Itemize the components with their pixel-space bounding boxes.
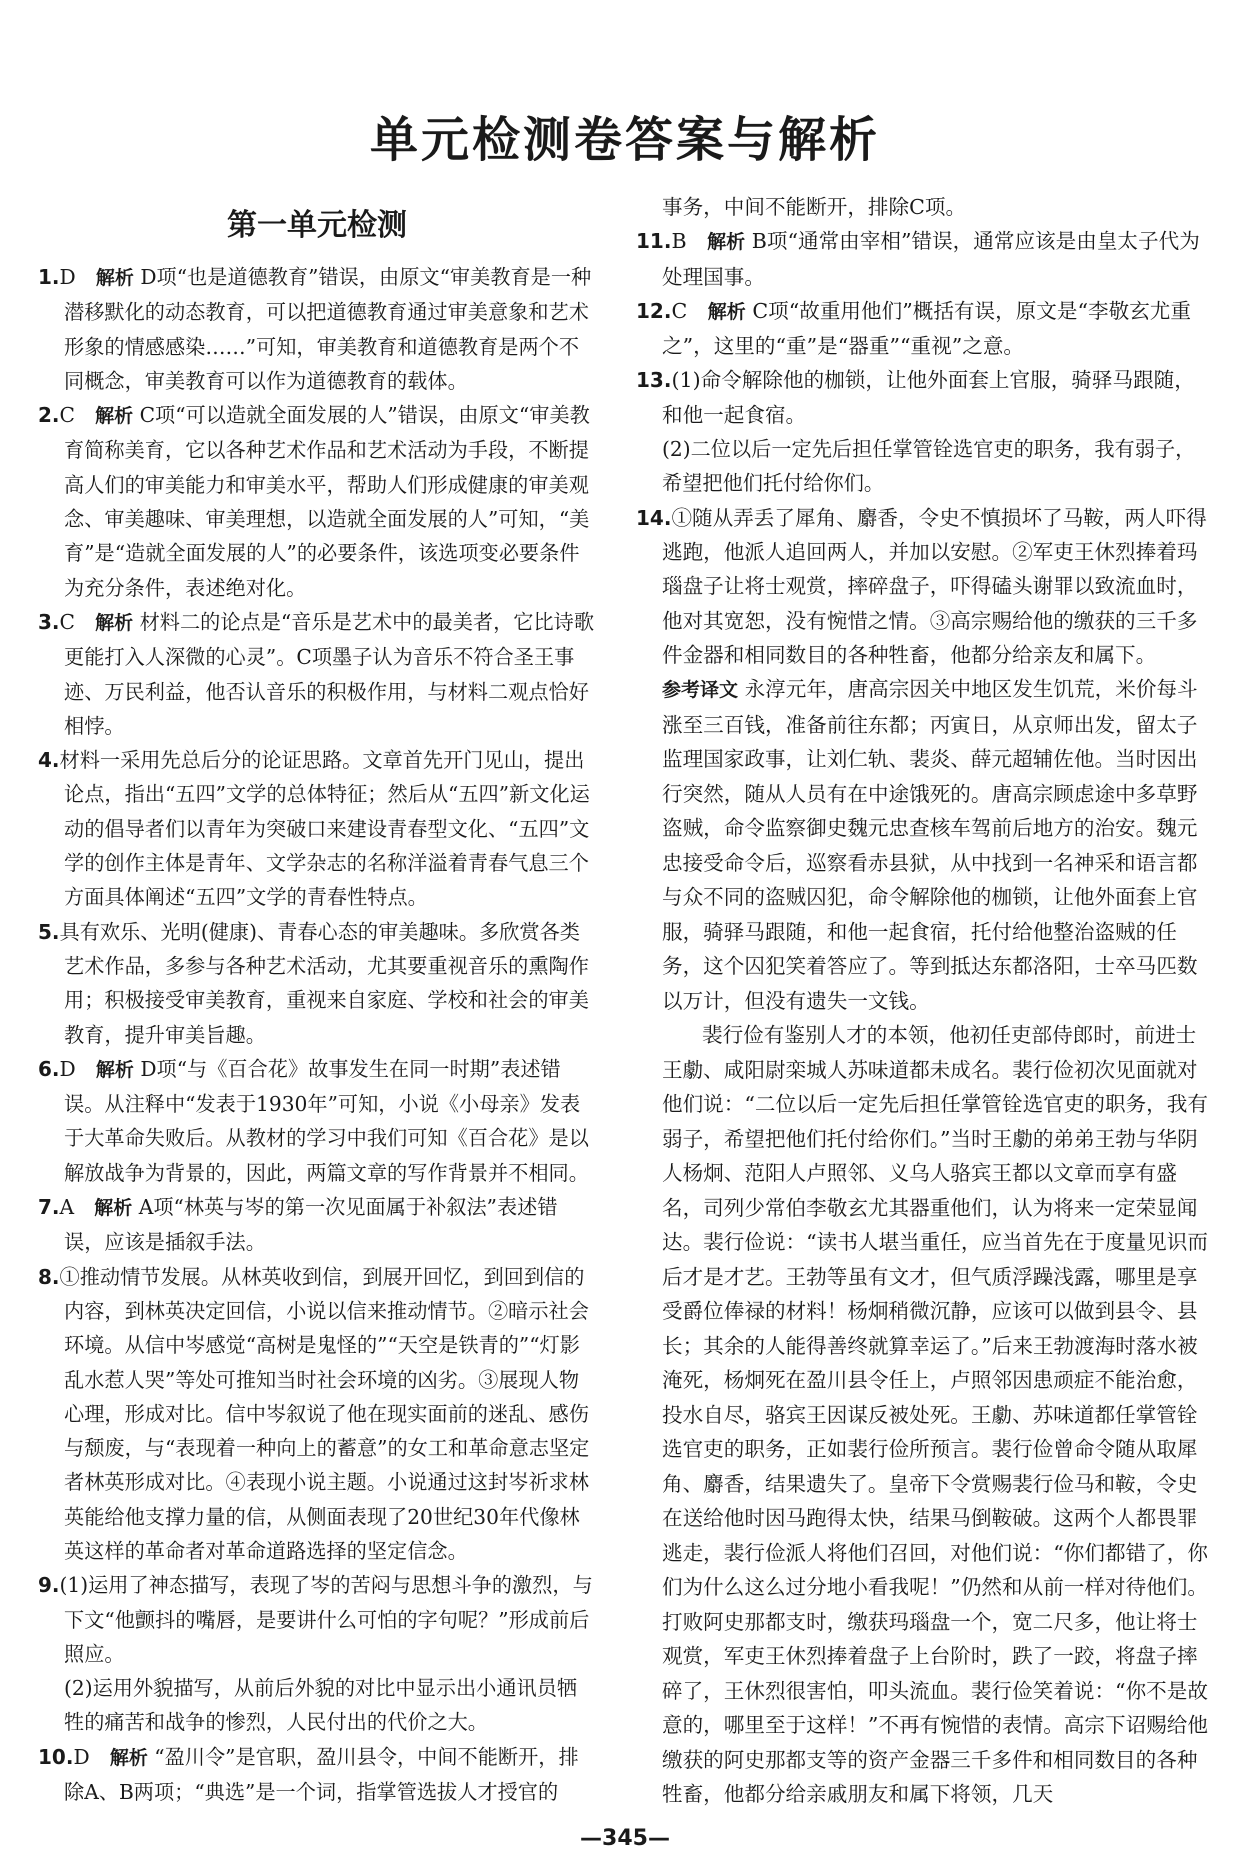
analysis-label: 解析	[95, 267, 134, 289]
page-title: 单元检测卷答案与解析	[369, 112, 880, 168]
answer-number: 13.	[636, 368, 672, 393]
answer-text: C项“可以造就全面发展的人”错误，由原文“审美教育简称美育，它以各种艺术作品和艺术活动为手段，不断提高人们的审美能力和审美水平，帮助人们形成健康的审美观念、审美趣味、审美理想，以造就全面发展的人”可知，“美育”是“造就全面发展的人”的必要条件，该选项变必要条件为充分条件，表述绝对化。	[64, 403, 590, 600]
left-column	[38, 198, 596, 1809]
answer-text: (2)二位以后一定先后担任掌管铨选官吏的职务，我有弱子，希望把他们托付给你们。	[662, 437, 1196, 496]
answer-number: 10.	[38, 1744, 74, 1769]
answer-number: 14.	[636, 505, 672, 530]
answer-choice: C	[59, 609, 75, 634]
section-heading: 第一单元检测	[227, 208, 407, 243]
answer-item	[38, 1190, 596, 1260]
answer-number: 1.	[38, 265, 60, 289]
answer-text: ①随从弄丢了犀角、麝香，令史不慎损坏了马鞍，两人吓得逃跑，他派人追回两人，并加以安慰。②军吏王休烈捧着玛瑙盘子让将士观赏，摔碎盘子，吓得磕头谢罪以致流血时，他对其宽恕，没有惋惜之情。③高宗赐给他的缴获的三千多件金器和相同数目的各种牲畜，他都分给亲友和属下。	[662, 505, 1207, 667]
answer-item	[38, 398, 596, 605]
answer-text: C项“故重用他们”概括有误，原文是“李敬玄尤重之”，这里的“重”是“器重”“重视”之意。	[662, 298, 1191, 359]
answer-item	[38, 1671, 596, 1740]
answer-number: 5.	[38, 919, 60, 944]
answer-number: 2.	[38, 403, 60, 428]
answer-item	[38, 1260, 596, 1569]
answer-number: 11.	[636, 229, 672, 254]
continuation-text: 事务，中间不能断开，排除C项。	[662, 195, 967, 219]
analysis-label: 解析	[109, 1746, 148, 1769]
answer-choice: D	[59, 1056, 76, 1081]
answer-text: 具有欢乐、光明(健康)、青春心态的审美趣味。多欣赏各类艺术作品，多参与各种艺术活动，尤其要重视音乐的熏陶作用；积极接受审美教育，重视来自家庭、学校和社会的审美教育，提升审美旨趣。	[59, 919, 589, 1047]
answer-item	[38, 1740, 596, 1810]
answer-text: (1)运用了神态描写，表现了岑的苦闷与思想斗争的激烈，与下文“他颤抖的嘴唇，是要讲什么可怕的字句呢？”形成前后照应。	[59, 1573, 593, 1666]
analysis-label: 解析	[95, 1058, 134, 1081]
answer-number: 8.	[38, 1264, 60, 1289]
answer-item	[38, 1568, 596, 1671]
answer-choice: D	[73, 1744, 90, 1769]
analysis-label: 解析	[707, 300, 746, 323]
answer-number: 12.	[636, 298, 672, 323]
answer-text: “盈川令”是官职，盈川县令，中间不能断开，排除A、B两项；“典选”是一个词，指掌管选拔人才授官的	[64, 1744, 579, 1805]
answer-item	[636, 294, 1214, 364]
analysis-label: 解析	[95, 611, 134, 634]
answer-choice: D	[59, 265, 76, 289]
answer-text: ①推动情节发展。从林英收到信，到展开回忆，到回到信的内容，到林英决定回信，小说以信来推动情节。②暗示社会环境。从信中岑感觉“高树是鬼怪的”“天空是铁青的”“灯影乱水惹人哭”等处可推知当时社会环境的凶劣。③展现人物心理，形成对比。信中岑叙说了他在现实面前的迷乱、感伤与颓废，与“表现着一种向上的蓄意”的女工和革命意志坚定者林英形成对比。④表现小说主题。小说通过这封岑祈求林英能给他支撑力量的信，从侧面表现了20世纪30年代像林英这样的革命者对革命道路选择的坚定信念。	[59, 1264, 590, 1563]
page-number: —345—	[580, 1826, 670, 1851]
answer-item	[636, 501, 1214, 672]
translation-label: 参考译文	[662, 679, 739, 702]
answer-item	[38, 605, 596, 743]
translation-text-1: 永淳元年，唐高宗因关中地区发生饥荒，米价每斗涨至三百钱，准备前往东都；丙寅日，从京师出发，留太子监理国家政事，让刘仁轨、裴炎、薛元超辅佐他。当时因出行突然，随从人员有在中途饿死的。唐高宗顾虑途中多草野盗贼，命令监察御史魏元忠查核车驾前后地方的治安。魏元忠接受命令后，巡察看赤县狱，从中找到一名神采和语言都与众不同的盗贼囚犯，命令解除他的枷锁，让他外面套上官服，骑驿马跟随，和他一起食宿，托付给他整治盗贼的任务，这个囚犯笑着答应了。等到抵达东都洛阳，士卒马匹数以万计，但没有遗失一文钱。	[662, 677, 1198, 1013]
answer-item	[38, 1052, 596, 1190]
answer-item	[38, 915, 596, 1052]
answer-item	[636, 432, 1214, 501]
answer-item	[636, 363, 1214, 432]
answer-number: 4.	[38, 748, 60, 773]
translation-paragraph-1	[636, 672, 1214, 1018]
answer-choice: C	[59, 403, 75, 428]
left-answer-list	[38, 260, 596, 1809]
answer-text: D项“也是道德教育”错误，由原文“审美教育是一种潜移默化的动态教育，可以把道德教育通过审美意象和艺术形象的情感感染……”可知，审美教育和道德教育是两个不同概念，审美教育可以作为道德教育的载体。	[64, 265, 592, 393]
translation-paragraph-2: 裴行俭有鉴别人才的本领，他初任吏部侍郎时，前进士王勮、咸阳尉栾城人苏味道都未成名。裴行俭初次见面就对他们说：“二位以后一定先后担任掌管铨选官吏的职务，我有弱子，希望把他们托付给你们。”当时王勮的弟弟王勃与华阴人杨炯、范阳人卢照邻、义乌人骆宾王都以文章而享有盛名，司列少常伯李敬玄尤其器重他们，认为将来一定荣显闻达。裴行俭说：“读书人堪当重任，应当首先在于度量见识而后才是才艺。王勃等虽有文才，但气质浮躁浅露，哪里是享受爵位俸禄的材料！杨炯稍微沉静，应该可以做到县令、县长；其余的人能得善终就算幸运了。”后来王勃渡海时落水被淹死，杨炯死在盈川县令任上，卢照邻因患顽症不能治愈，投水自尽，骆宾王因谋反被处死。王勮、苏味道都任掌管铨选官吏的职务，正如裴行俭所预言。裴行俭曾命令随从取犀角、麝香，结果遗失了。皇帝下令赏赐裴行俭马和鞍，令史在送给他时因马跑得太快，结果马倒鞍破。这两个人都畏罪逃走，裴行俭派人将他们召回，对他们说：“你们都错了，你们为什么这么过分地小看我呢！”仍然和从前一样对待他们。打败阿史那都支时，缴获玛瑙盘一个，宽二尺多，他让将士观赏，军吏王休烈捧着盘子上台阶时，跌了一跤，将盘子摔碎了，王休烈很害怕，叩头流血。裴行俭笑着说：“你不是故意的，哪里至于这样！”不再有惋惜的表情。高宗下诏赐给他缴获的阿史那都支等的资产金器三千多件和相同数目的各种牲畜，他都分给亲戚朋友和属下将领，几天	[662, 1023, 1208, 1807]
answer-text: (1)命令解除他的枷锁，让他外面套上官服，骑驿马跟随，和他一起食宿。	[662, 368, 1195, 427]
answer-number: 6.	[38, 1056, 60, 1081]
answer-item	[38, 743, 596, 914]
answer-item	[38, 260, 596, 398]
answer-text: A项“林英与岑的第一次见面属于补叙法”表述错误，应该是插叙手法。	[64, 1195, 558, 1255]
answer-item	[636, 224, 1214, 294]
answer-text: 材料二的论点是“音乐是艺术中的最美者，它比诗歌更能打入人深微的心灵”。C项墨子认为音乐不符合圣王事迹、万民利益，他否认音乐的积极作用，与材料二观点恰好相悖。	[64, 609, 595, 738]
answer-number: 3.	[38, 609, 60, 634]
right-answer-list	[636, 224, 1214, 672]
answer-number: 9.	[38, 1573, 60, 1598]
analysis-label: 解析	[95, 405, 134, 428]
answer-text: 材料一采用先总后分的论证思路。文章首先开门见山，提出论点，指出“五四”文学的总体特征；然后从“五四”新文化运动的倡导者们以青年为突破口来建设青春型文化、“五四”文学的创作主体是青年、文学杂志的名称洋溢着青春气息三个方面具体阐述“五四”文学的青春性特点。	[59, 748, 590, 910]
right-column	[636, 190, 1214, 1812]
answer-choice: B	[671, 229, 687, 254]
answer-text: D项“与《百合花》故事发生在同一时期”表述错误。从注释中“发表于1930年”可知，小说《小母亲》发表于大革命失败后。从教材的学习中我们可知《百合花》是以解放战争为背景的，因此，两篇文章的写作背景并不相同。	[64, 1056, 589, 1185]
answer-choice: C	[671, 298, 688, 323]
answer-choice: A	[59, 1195, 75, 1220]
analysis-label: 解析	[94, 1197, 133, 1220]
answer-text: B项“通常由宰相”错误，通常应该是由皇太子代为处理国事。	[662, 229, 1200, 289]
answer-number: 7.	[38, 1195, 60, 1220]
analysis-label: 解析	[707, 231, 746, 254]
answer-text: (2)运用外貌描写，从前后外貌的对比中显示出小通讯员牺牲的痛苦和战争的惨烈，人民付出的代价之大。	[64, 1676, 578, 1735]
